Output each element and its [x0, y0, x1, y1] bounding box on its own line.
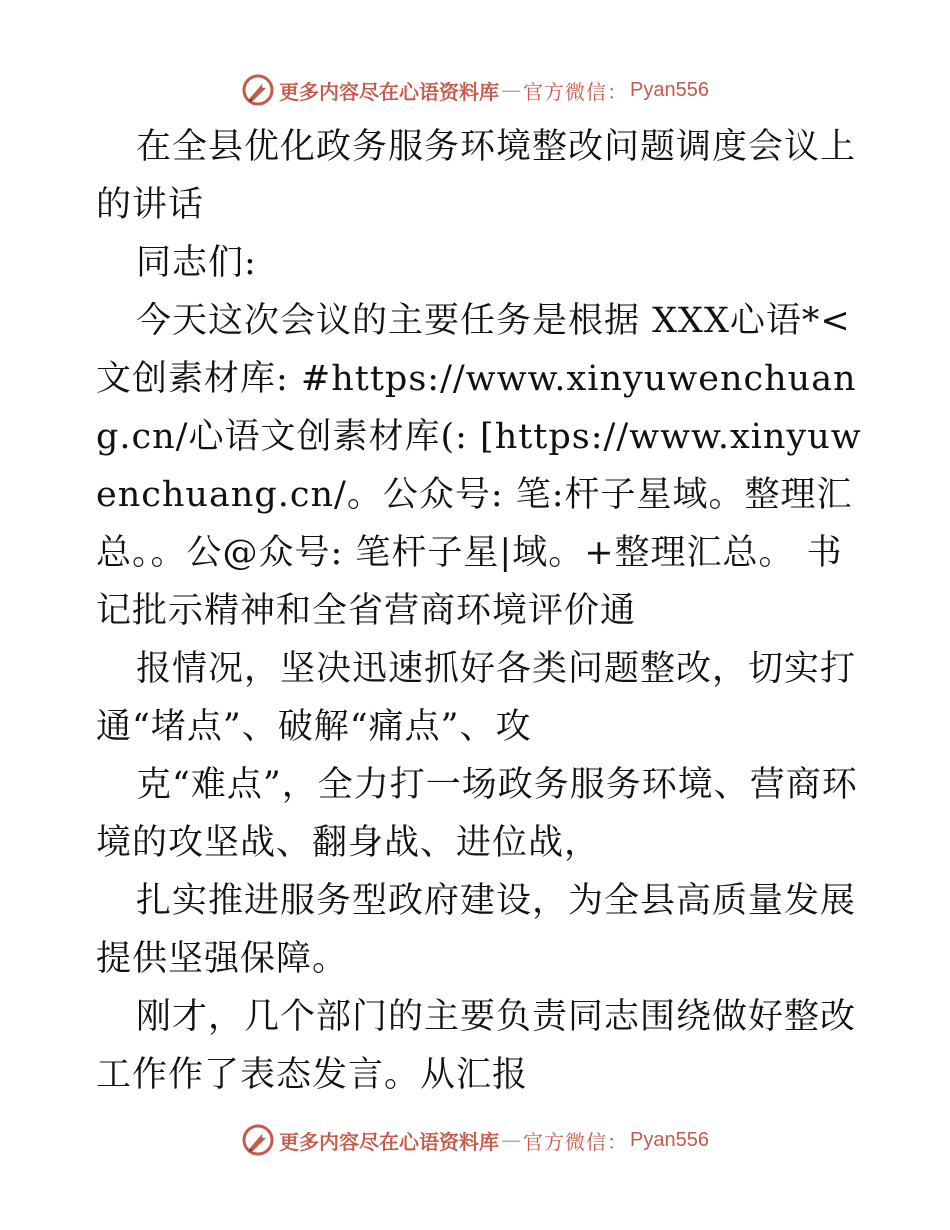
paragraph: 刚才，几个部门的主要负责同志围绕做好整改工作作了表态发言。从汇报: [96, 997, 857, 1095]
header-watermark-banner: [0, 70, 950, 110]
watermark-official-label: 官方微信：: [523, 1129, 629, 1154]
watermark-separator: —: [501, 1128, 522, 1152]
document-body: [96, 118, 866, 1104]
document-title: 在全县优化政务服务环境整改问题调度会议上的讲话: [96, 127, 857, 225]
paragraph: 扎实推进服务型政府建设，为全县高质量发展提供坚强保障。: [96, 881, 857, 979]
watermark-site-text: 更多内容尽在心语资料库: [279, 79, 500, 104]
watermark-account: Pyan556: [630, 1128, 709, 1151]
watermark-account: Pyan556: [630, 78, 709, 101]
paragraph: 克“难点”，全力打一场政务服务环境、营商环境的攻坚战、翻身战、进位战，: [96, 765, 858, 863]
watermark-site-text: 更多内容尽在心语资料库: [279, 1129, 500, 1154]
pen-circle-logo-icon: [241, 1123, 275, 1157]
pen-circle-logo-icon: [241, 73, 275, 107]
paragraph: 同志们:: [136, 243, 257, 283]
paragraph: 今天这次会议的主要任务是根据 XXX心语*<文创素材库: #https://www.xinyuwenchuang.cn/心语文创素材库(: [https://www.xinyuwenchuang.cn/。公众号: 笔:杆子星域。整理汇总。。公@众号: 笔杆子星|域。+整理汇总。 书记批示精神和全省营商环境评价通: [96, 301, 862, 631]
watermark-separator: —: [501, 78, 522, 102]
footer-watermark-banner: [0, 1120, 950, 1160]
watermark-official-label: 官方微信：: [523, 79, 629, 104]
paragraph: 报情况，坚决迅速抓好各类问题整改，切实打通“堵点”、破解“痛点”、攻: [96, 649, 857, 747]
